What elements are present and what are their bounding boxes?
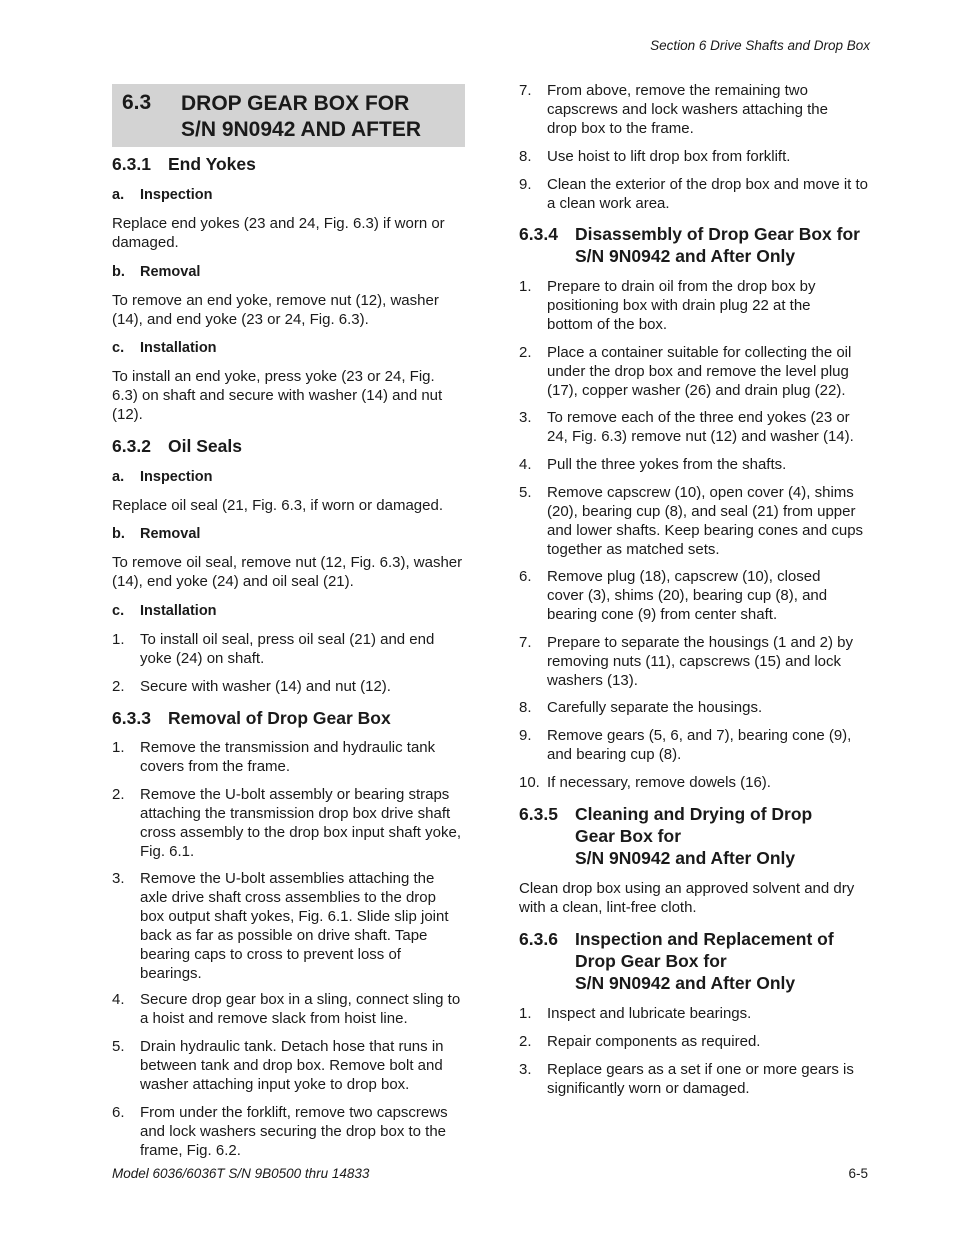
list-item-number: 6. — [112, 1104, 125, 1121]
list-item-text: Remove plug (18), capscrew (10), closed cover (3), shims (20), bearing cup (8), and bearing cone (9) from center shaft. — [547, 568, 828, 623]
list-item-text: Inspect and lubricate bearings. — [547, 1005, 752, 1022]
heading-title — [575, 928, 871, 994]
list-item-text: Secure with washer (14) and nut (12). — [140, 678, 391, 695]
heading-title-line: Drop Gear Box for — [575, 951, 727, 971]
list-item-text: If necessary, remove dowels (16). — [547, 774, 771, 791]
subheading-label: a. — [112, 469, 125, 485]
subheading-title: Inspection — [140, 469, 213, 485]
list-item-text: To remove each of the three end yokes (23 or 24, Fig. 6.3) remove nut (12) and washer (14). — [547, 409, 854, 445]
heading-title-line: Inspection and Replacement of — [575, 929, 834, 949]
heading-inspection-replacement — [519, 928, 871, 994]
heading-cleaning-drying — [519, 803, 871, 869]
list-item-number: 1. — [519, 1005, 532, 1022]
list-item-number: 5. — [519, 484, 532, 501]
section-title — [181, 91, 461, 143]
section-title-line2: S/N 9N0942 AND AFTER — [181, 118, 422, 141]
page-footer-model: Model 6036/6036T S/N 9B0500 thru 14833 — [112, 1166, 370, 1181]
page-number: 6-5 — [848, 1166, 868, 1181]
heading-title-line: Gear Box for — [575, 826, 681, 846]
list-item-number: 3. — [112, 870, 125, 887]
heading-title: End Yokes — [168, 154, 256, 174]
paragraph: Replace end yokes (23 and 24, Fig. 6.3) if worn or damaged. — [112, 215, 445, 251]
list-item-text: Pull the three yokes from the shafts. — [547, 456, 787, 473]
heading-disassembly — [519, 223, 871, 269]
paragraph: To remove oil seal, remove nut (12, Fig. 6.3), washer (14), end yoke (24) and oil seal (21). — [112, 554, 463, 590]
paragraph: Clean drop box using an approved solvent and dry with a clean, lint-free cloth. — [519, 880, 855, 916]
list-item-number: 7. — [519, 82, 532, 99]
list-item-text: To install oil seal, press oil seal (21) and end yoke (24) on shaft. — [140, 631, 435, 667]
list-item-text: Clean the exterior of the drop box and move it to a clean work area. — [547, 176, 869, 212]
heading-title: Removal of Drop Gear Box — [168, 708, 391, 728]
subheading-label: c. — [112, 603, 125, 619]
list-item-number: 2. — [112, 678, 125, 695]
heading-title-line: Cleaning and Drying of Drop — [575, 804, 813, 824]
heading-title: Disassembly of Drop Gear Box for S/N 9N0942 and After Only — [575, 224, 860, 266]
list-item-text: Remove the U-bolt assembly or bearing straps attaching the transmission drop box drive shaft cross assembly to the drop box input shaft yoke, Fig. 6.1. — [140, 786, 461, 860]
list-item-number: 1. — [519, 278, 532, 295]
heading-title: Oil Seals — [168, 436, 242, 456]
subheading-title: Installation — [140, 340, 217, 356]
list-item-text: From above, remove the remaining two capscrews and lock washers attaching the drop box to the frame. — [547, 82, 828, 137]
page-header: Section 6 Drive Shafts and Drop Box — [650, 38, 870, 53]
list-item-text: Remove capscrew (10), open cover (4), shims (20), bearing cup (8), and seal (21) from upper and lower shafts. Keep bearing cones and cups together as matched sets. — [547, 484, 864, 558]
list-item-text: Repair components as required. — [547, 1033, 761, 1050]
list-item-number: 1. — [112, 631, 125, 648]
list-item-number: 4. — [112, 991, 125, 1008]
heading-number: 6.3.4 — [519, 224, 558, 244]
heading-number: 6.3.3 — [112, 708, 151, 728]
list-item-number: 2. — [519, 1033, 532, 1050]
heading-number: 6.3.2 — [112, 436, 151, 456]
heading-number: 6.3.6 — [519, 929, 558, 949]
heading-title — [575, 803, 865, 869]
section-number: 6.3 — [122, 91, 152, 114]
subheading-title: Installation — [140, 603, 217, 619]
subheading-title: Removal — [140, 526, 201, 542]
list-item-number: 7. — [519, 634, 532, 651]
list-item-text: Carefully separate the housings. — [547, 699, 763, 716]
heading-number: 6.3.5 — [519, 804, 558, 824]
list-item-text: Prepare to drain oil from the drop box by positioning box with drain plug 22 at the bottom of the box. — [547, 278, 816, 333]
list-item-number: 5. — [112, 1038, 125, 1055]
section-title-line1: DROP GEAR BOX FOR — [181, 92, 410, 115]
list-item-text: From under the forklift, remove two capscrews and lock washers securing the drop box to the frame, Fig. 6.2. — [140, 1104, 448, 1159]
list-item-text: Secure drop gear box in a sling, connect sling to a hoist and remove slack from hoist line. — [140, 991, 461, 1027]
heading-title-line: S/N 9N0942 and After Only — [575, 973, 796, 993]
paragraph: To install an end yoke, press yoke (23 or 24, Fig. 6.3) on shaft and secure with washer (14) and nut (12). — [112, 368, 443, 423]
subheading-title: Inspection — [140, 187, 213, 203]
list-item-number: 10. — [519, 774, 540, 791]
heading-title-line: S/N 9N0942 and After Only — [575, 848, 796, 868]
subheading-label: b. — [112, 526, 125, 542]
subheading-title: Removal — [140, 264, 201, 280]
list-item-text: Place a container suitable for collecting the oil under the drop box and remove the level plug (17), copper washer (26) and drain plug (22). — [547, 344, 852, 399]
list-item-number: 4. — [519, 456, 532, 473]
list-item-text: Remove gears (5, 6, and 7), bearing cone (9), and bearing cup (8). — [547, 727, 852, 763]
list-item-number: 6. — [519, 568, 532, 585]
list-item-number: 8. — [519, 699, 532, 716]
list-item-number: 3. — [519, 1061, 532, 1078]
paragraph: To remove an end yoke, remove nut (12), washer (14), and end yoke (23 or 24, Fig. 6.3). — [112, 292, 439, 328]
list-item-number: 9. — [519, 727, 532, 744]
list-item-text: Drain hydraulic tank. Detach hose that runs in between tank and drop box. Remove bolt and washer attaching input yoke to drop box. — [140, 1038, 444, 1093]
subheading-label: b. — [112, 264, 125, 280]
list-item-number: 9. — [519, 176, 532, 193]
section-title-box — [112, 84, 465, 147]
list-item-number: 8. — [519, 148, 532, 165]
subheading-label: a. — [112, 187, 125, 203]
heading-number: 6.3.1 — [112, 154, 151, 174]
list-item-text: Remove the U-bolt assemblies attaching the axle drive shaft cross assemblies to the drop box output shaft yokes, Fig. 6.1. Slide slip joint back as far as possible on drive shaft. Tape bearing caps to cross to prevent loss of bearings. — [140, 870, 449, 982]
list-item-text: Replace gears as a set if one or more gears is significantly worn or damaged. — [547, 1061, 854, 1097]
subheading-label: c. — [112, 340, 125, 356]
list-item-text: Use hoist to lift drop box from forklift. — [547, 148, 791, 165]
paragraph: Replace oil seal (21, Fig. 6.3, if worn or damaged. — [112, 497, 444, 514]
list-item-number: 3. — [519, 409, 532, 426]
list-item-number: 1. — [112, 739, 125, 756]
list-item-text: Prepare to separate the housings (1 and 2) by removing nuts (11), capscrews (15) and lock washers (13). — [547, 634, 854, 689]
list-item-number: 2. — [112, 786, 125, 803]
list-item-text: Remove the transmission and hydraulic tank covers from the frame. — [140, 739, 436, 775]
list-item-number: 2. — [519, 344, 532, 361]
